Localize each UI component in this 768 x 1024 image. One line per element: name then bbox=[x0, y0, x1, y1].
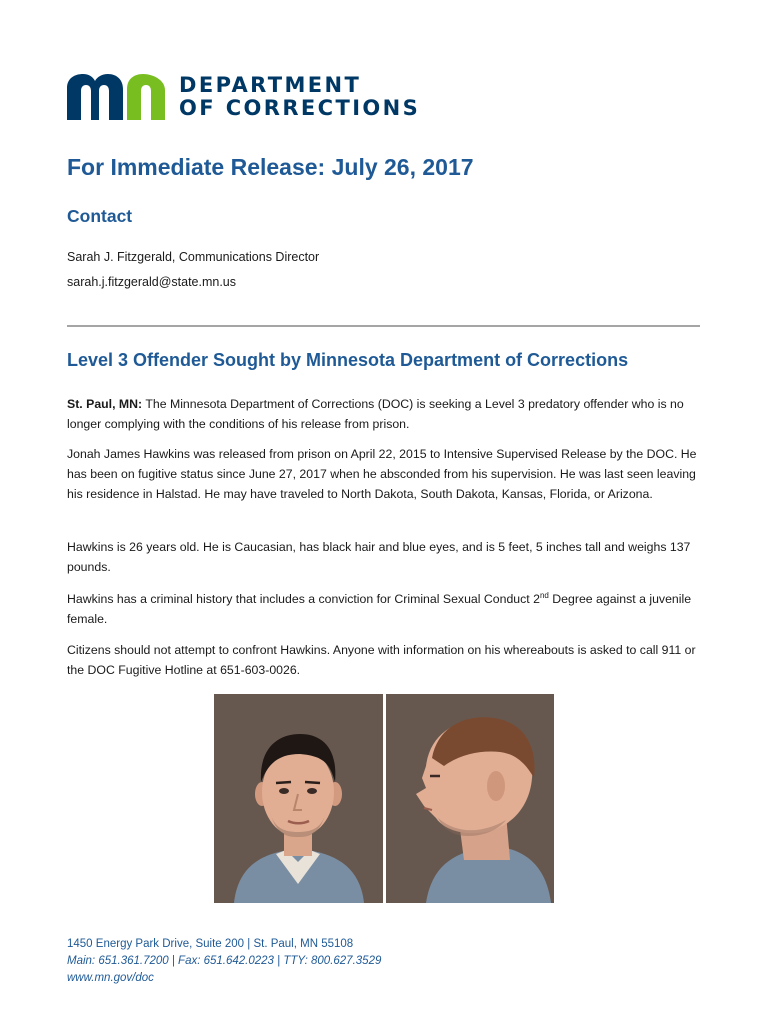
mn-logo-icon bbox=[67, 74, 165, 120]
contact-email[interactable]: sarah.j.fitzgerald@state.mn.us bbox=[67, 275, 237, 289]
paragraph-criminal-history bbox=[67, 589, 703, 629]
front-photo bbox=[214, 694, 383, 903]
logo-line-2: OF CORRECTIONS bbox=[179, 96, 421, 120]
footer-address: 1450 Energy Park Drive, Suite 200 | St. Paul, MN 55108 bbox=[67, 938, 354, 950]
story-title: Level 3 Offender Sought by Minnesota Department of Corrections bbox=[67, 350, 629, 370]
contact-heading: Contact bbox=[67, 206, 133, 226]
logo-line-1: DEPARTMENT bbox=[179, 73, 362, 97]
intro-text: The Minnesota Department of Corrections (DOC) is seeking a Level 3 predatory offender who is no longer complying with the conditions of his release from prison. bbox=[67, 397, 684, 431]
release-heading: For Immediate Release: July 26, 2017 bbox=[67, 154, 474, 180]
paragraph-intro bbox=[67, 394, 703, 434]
offender-photos bbox=[214, 694, 554, 903]
profile-photo bbox=[386, 694, 555, 903]
paragraph-release-details: Jonah James Hawkins was released from prison on April 22, 2015 to Intensive Supervised Release by the DOC. He has been on fugitive status since June 27, 2017 when he absconded from his supervision. He was last seen leaving his residence in Halstad. He may have traveled to North Dakota, South Dakota, Kansas, Florida, or Arizona. bbox=[67, 447, 697, 501]
doc-logo bbox=[67, 74, 420, 120]
contact-name: Sarah J. Fitzgerald, Communications Director bbox=[67, 250, 320, 264]
profile-portrait-image bbox=[386, 694, 555, 903]
paragraph-description: Hawkins is 26 years old. He is Caucasian, has black hair and blue eyes, and is 5 feet, 5 inches tall and weighs 137 pounds. bbox=[67, 540, 691, 574]
footer-contact bbox=[67, 936, 381, 987]
ordinal-suffix: nd bbox=[539, 590, 549, 600]
footer-phones: Main: 651.361.7200 | Fax: 651.642.0223 | TTY: 800.627.3529 bbox=[67, 955, 382, 967]
paragraph-warning: Citizens should not attempt to confront Hawkins. Anyone with information on his whereabouts is asked to call 911 or the DOC Fugitive Hotline at 651-603-0026. bbox=[67, 643, 696, 677]
history-text-start: Hawkins has a criminal history that includes a conviction for Criminal Sexual Conduct 2 bbox=[67, 592, 540, 606]
footer-website[interactable]: www.mn.gov/doc bbox=[67, 972, 154, 984]
front-portrait-image bbox=[214, 694, 383, 903]
history-text-end: Degree against a juvenile female. bbox=[67, 592, 692, 626]
logo-wordmark bbox=[179, 74, 420, 120]
dateline: St. Paul, MN: bbox=[67, 397, 143, 411]
section-divider bbox=[67, 325, 700, 327]
